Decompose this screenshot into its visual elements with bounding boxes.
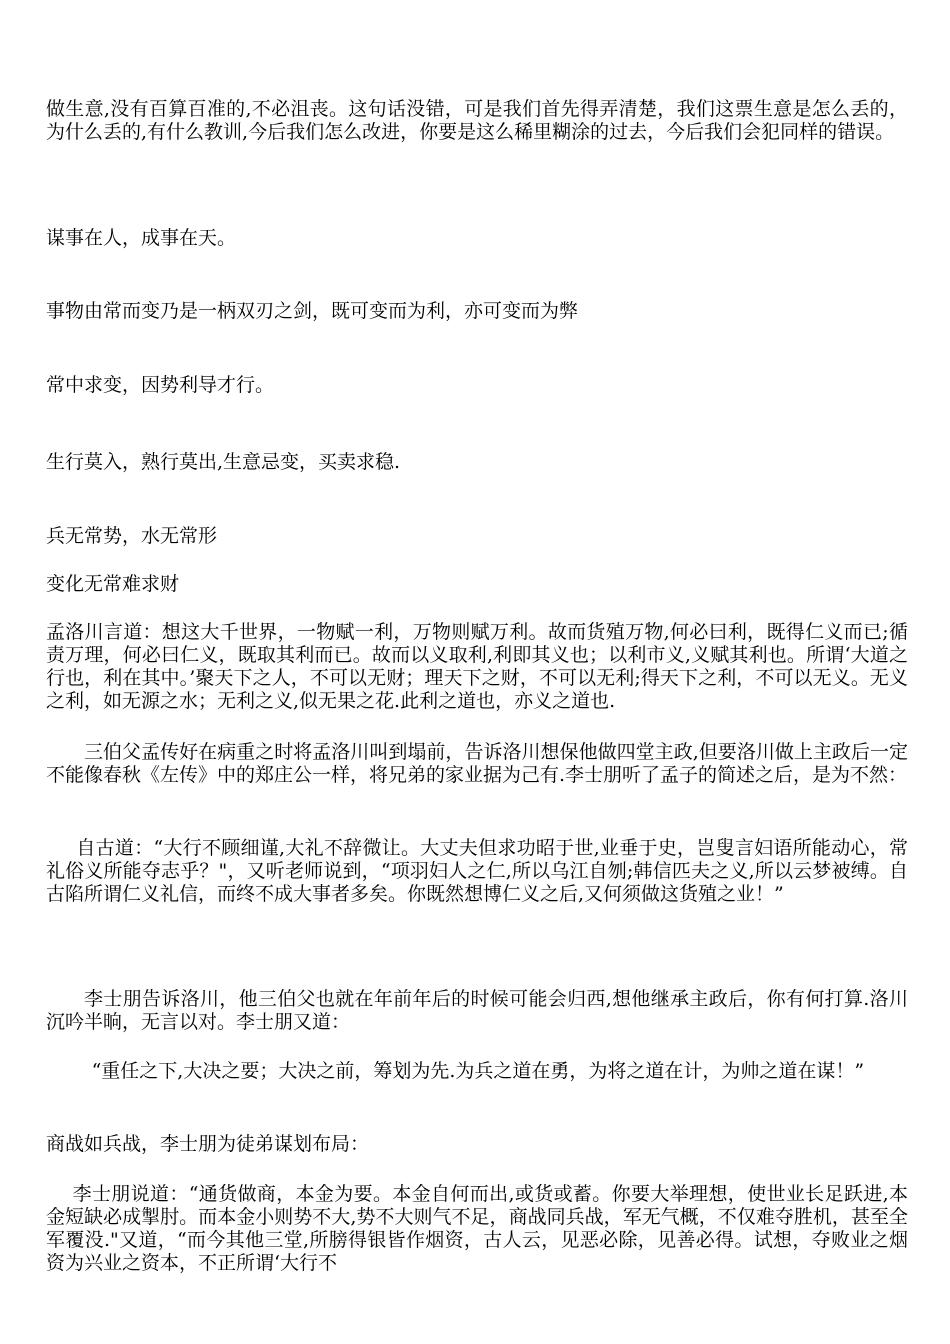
paragraph-hard-to-profit: 变化无常难求财 (46, 573, 180, 595)
paragraph-third-uncle: 三伯父孟传好在病重之时将孟洛川叫到塌前，告诉洛川想保他做四堂主政,但要洛川做上主政后一定不能像春秋《左传》中的郑庄公一样，将兄弟的家业据为己有.李士朋听了孟子的简述之后，是为不然： (46, 741, 908, 786)
paragraph-double-edged-sword: 事物由常而变乃是一柄双刃之剑，既可变而为利，亦可变而为弊 (46, 300, 579, 322)
paragraph-li-shipeng-asks: 李士朋告诉洛川，他三伯父也就在年前年后的时候可能会归西,想他继承主政后，你有何打算.洛川沉吟半晌，无言以对。李士朋又道： (46, 988, 908, 1033)
paragraph-capital-strategy: 李士朋说道：“通货做商，本金为要。本金自何而出,或货或蓄。你要大举理想，使世业长足跃进,本金短缺必成掣肘。而本金小则势不大,势不大则气不足，商战同兵战，军无气概，不仅难夺胜机，甚至全军覆没."又道，“而今其他三堂,所膀得银皆作烟资，古人云，见恶必除，见善必得。试想，夺败业之烟资为兴业之资本，不正所谓‘大行不 (46, 1183, 908, 1274)
paragraph-business-as-war: 商战如兵战，李士朋为徒弟谋划布局： (46, 1133, 370, 1155)
paragraph-ancient-saying: 自古道：“大行不顾细谨,大礼不辞微让。大丈夫但求功昭于世,业垂于史，岂叟言妇语所能动心，常礼俗义所能夺志乎？"，又听老师说到，“项羽妇人之仁,所以乌江自刎;韩信匹夫之义,所以云梦被缚。自古陷所谓仁义礼信，而终不成大事者多矣。你既然想博仁义之后,又何须做这货殖之业！” (46, 837, 908, 905)
paragraph-strategy-quote: “重任之下,大决之要；大决之前，筹划为先.为兵之道在勇，为将之道在计，为帅之道在谋！” (91, 1060, 865, 1082)
paragraph-change-in-constancy: 常中求变，因势利导才行。 (46, 374, 275, 396)
paragraph-plan-heaven: 谋事在人，成事在天。 (46, 227, 237, 249)
paragraph-no-constant-form: 兵无常势，水无常形 (46, 525, 218, 547)
paragraph-business-loss: 做生意,没有百算百准的,不必沮丧。这句话没错，可是我们首先得弄清楚，我们这票生意是怎么丢的，为什么丢的,有什么教训,今后我们怎么改进，你要是这么稀里糊涂的过去，今后我们会犯同样的错误。 (46, 98, 908, 143)
paragraph-trade-stability: 生行莫入，熟行莫出,生意忌变，买卖求稳. (46, 451, 401, 473)
paragraph-meng-on-profit-and-righteousness: 孟洛川言道：想这大千世界，一物赋一利，万物则赋万利。故而货殖万物,何必曰利，既得仁义而已;循责万理，何必曰仁义，既取其利而已。故而以义取利,利即其义也；以利市义,义赋其利也。所谓‘大道之行也，利在其中。’聚天下之人，不可以无财；理天下之财，不可以无利;得天下之利，不可以无义。无义之利，如无源之水；无利之义,似无果之花.此利之道也，亦义之道也. (46, 621, 908, 712)
